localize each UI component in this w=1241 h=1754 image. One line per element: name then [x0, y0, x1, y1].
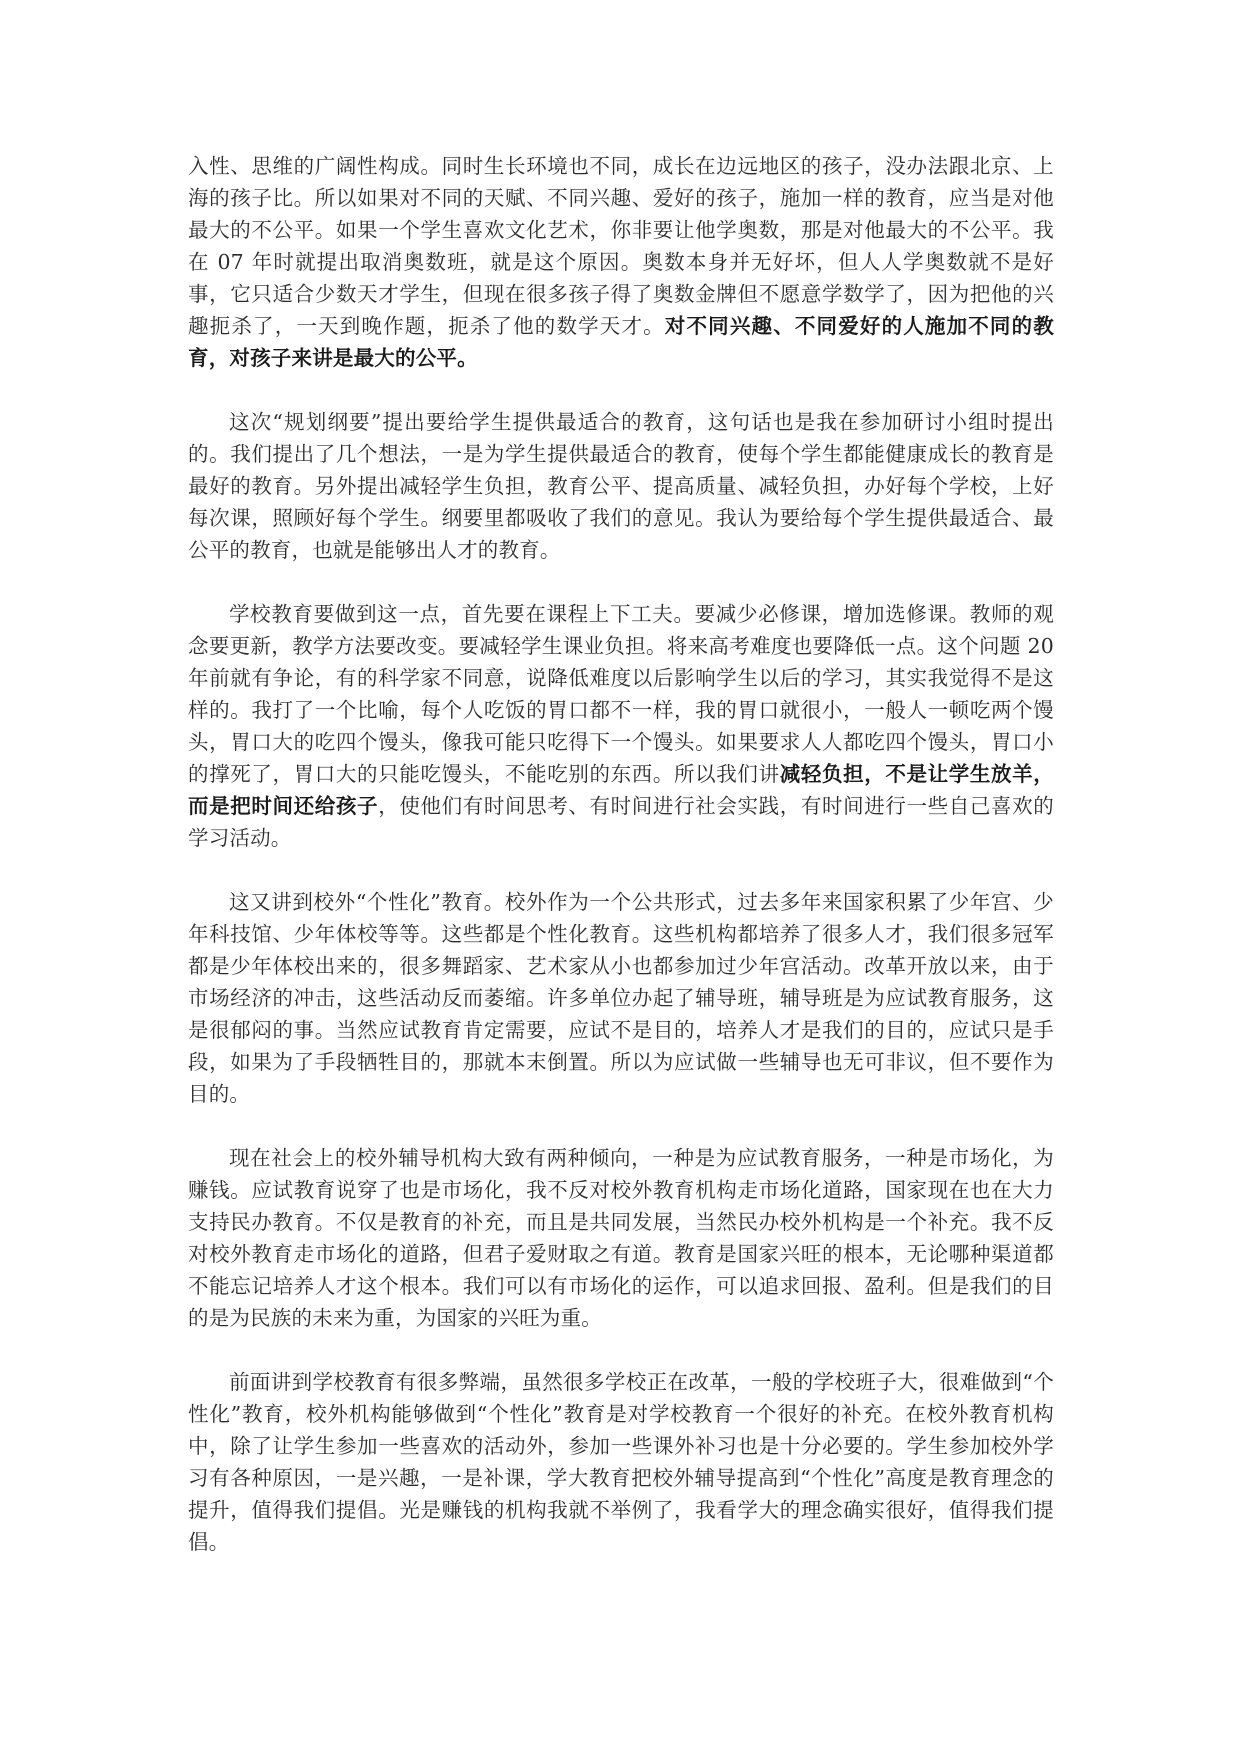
paragraph-4 [188, 886, 1054, 1110]
paragraph-3-text: 学校教育要做到这一点，首先要在课程上下工夫。要减少必修课，增加选修课。教师的观念要更新，教学方法要改变。要减轻学生课业负担。将来高考难度也要降低一点。这个问题 20 年前就有争论，有的科学家不同意，说降低难度以后影响学生以后的学习，其实我觉得不是这样的。我打了一个比喻，每个人吃饭的胃口都不一样，我的胃口就很小，一般人一顿吃两个馒头，胃口大的吃四个馒头，像我可能只吃得下一个馒头。如果要求人人都吃四个馒头，胃口小的撑死了，胃口大的只能吃馒头，不能吃别的东西。所以我们讲 [188, 602, 1054, 786]
paragraph-6 [188, 1366, 1054, 1558]
document-body [188, 150, 1054, 1590]
paragraph-6-text: 前面讲到学校教育有很多弊端，虽然很多学校正在改革，一般的学校班子大，很难做到“个性化”教育，校外机构能够做到“个性化”教育是对学校教育一个很好的补充。在校外教育机构中，除了让学生参加一些喜欢的活动外，参加一些课外补习也是十分必要的。学生参加校外学习有各种原因，一是兴趣，一是补课，学大教育把校外辅导提高到“个性化”高度是教育理念的提升，值得我们提倡。光是赚钱的机构我就不举例了，我看学大的理念确实很好，值得我们提倡。 [188, 1370, 1054, 1554]
paragraph-3-text-tail: ，使他们有时间思考、有时间进行社会实践，有时间进行一些自己喜欢的学习活动。 [188, 794, 1054, 850]
paragraph-3-bold-text: 减轻负担，不是让学生放羊，而是把时间还给孩子 [188, 762, 1054, 818]
paragraph-5-text: 现在社会上的校外辅导机构大致有两种倾向，一种是为应试教育服务，一种是市场化，为赚钱。应试教育说穿了也是市场化，我不反对校外教育机构走市场化道路，国家现在也在大力支持民办教育。不仅是教育的补充，而且是共同发展，当然民办校外机构是一个补充。我不反对校外教育走市场化的道路，但君子爱财取之有道。教育是国家兴旺的根本，无论哪种渠道都不能忘记培养人才这个根本。我们可以有市场化的运作，可以追求回报、盈利。但是我们的目的是为民族的未来为重，为国家的兴旺为重。 [188, 1146, 1054, 1330]
paragraph-4-text: 这又讲到校外“个性化”教育。校外作为一个公共形式，过去多年来国家积累了少年宫、少年科技馆、少年体校等等。这些都是个性化教育。这些机构都培养了很多人才，我们很多冠军都是少年体校出来的，很多舞蹈家、艺术家从小也都参加过少年宫活动。改革开放以来，由于市场经济的冲击，这些活动反而萎缩。许多单位办起了辅导班，辅导班是为应试教育服务，这是很郁闷的事。当然应试教育肯定需要，应试不是目的，培养人才是我们的目的，应试只是手段，如果为了手段牺牲目的，那就本末倒置。所以为应试做一些辅导也无可非议，但不要作为目的。 [188, 890, 1054, 1106]
paragraph-2 [188, 406, 1054, 566]
paragraph-1 [188, 150, 1054, 374]
paragraph-1-bold-text: 对不同兴趣、不同爱好的人施加不同的教育，对孩子来讲是最大的公平。 [188, 314, 1054, 370]
paragraph-1-text: 入性、思维的广阔性构成。同时生长环境也不同，成长在边远地区的孩子，没办法跟北京、上海的孩子比。所以如果对不同的天赋、不同兴趣、爱好的孩子，施加一样的教育，应当是对他最大的不公平。如果一个学生喜欢文化艺术，你非要让他学奥数，那是对他最大的不公平。我在 07 年时就提出取消奥数班，就是这个原因。奥数本身并无好坏，但人人学奥数就不是好事，它只适合少数天才学生，但现在很多孩子得了奥数金牌但不愿意学数学了，因为把他的兴趣扼杀了，一天到晚作题，扼杀了他的数学天才。 [188, 154, 1054, 338]
paragraph-5 [188, 1142, 1054, 1334]
paragraph-3 [188, 598, 1054, 854]
paragraph-2-text: 这次“规划纲要”提出要给学生提供最适合的教育，这句话也是我在参加研讨小组时提出的。我们提出了几个想法，一是为学生提供最适合的教育，使每个学生都能健康成长的教育是最好的教育。另外提出减轻学生负担，教育公平、提高质量、减轻负担，办好每个学校，上好每次课，照顾好每个学生。纲要里都吸收了我们的意见。我认为要给每个学生提供最适合、最公平的教育，也就是能够出人才的教育。 [188, 410, 1054, 562]
